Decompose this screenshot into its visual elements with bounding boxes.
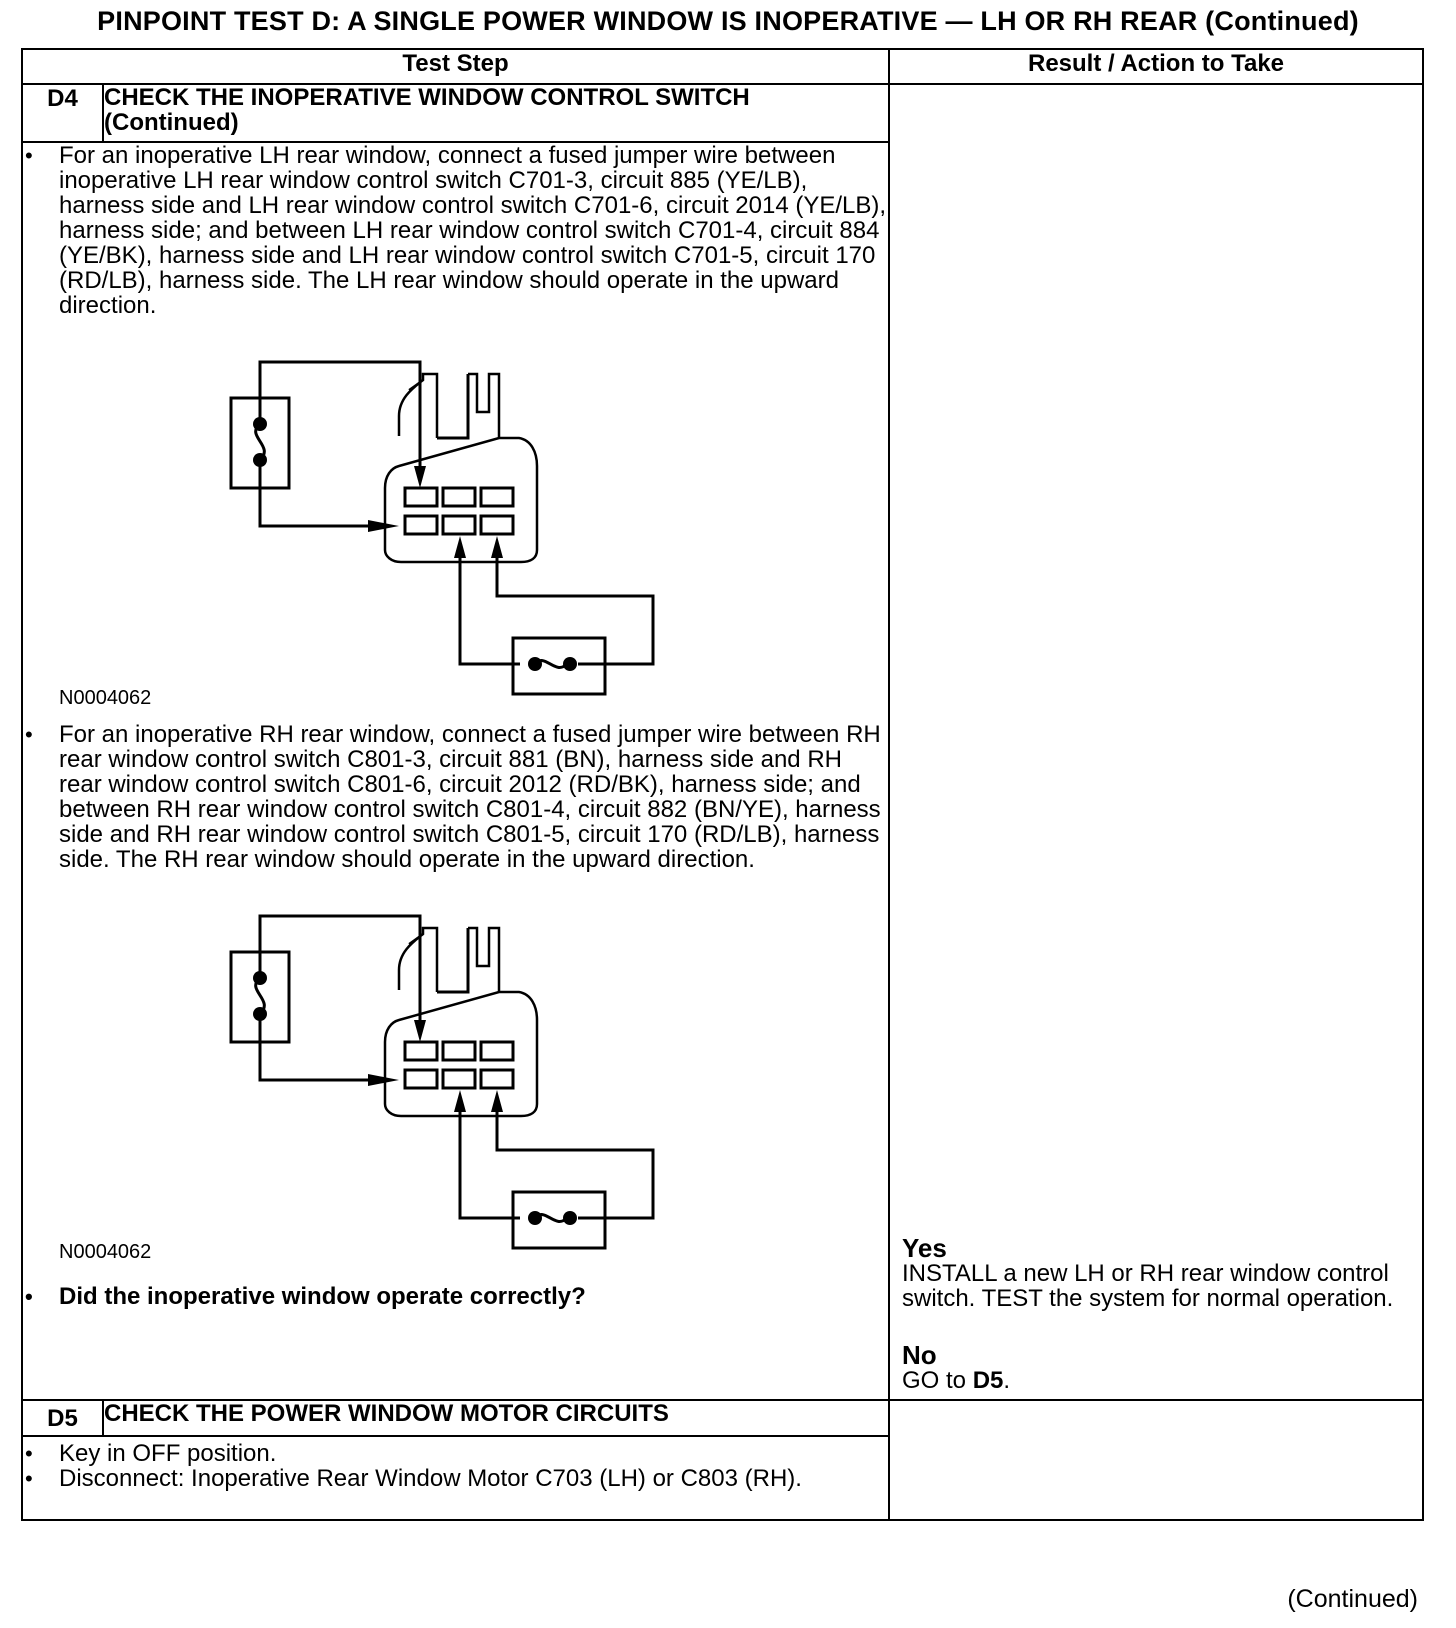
arrow-pin-bottom-2: [491, 536, 503, 558]
continued-footer: (Continued): [1287, 1585, 1418, 1613]
result-block-d4: [902, 1233, 1410, 1394]
test-step-header: Test Step: [22, 49, 889, 84]
page-title: PINPOINT TEST D: A SINGLE POWER WINDOW IS INOPERATIVE — LH OR RH REAR (Continued): [97, 6, 1359, 36]
d5-bullet-2: • Disconnect: Inoperative Rear Window Motor C703 (LH) or C803 (RH).: [23, 1466, 888, 1491]
no-label: No: [902, 1340, 937, 1370]
step-body-d4: [22, 142, 889, 1400]
pinpoint-test-table: [21, 48, 1424, 1521]
no-action-suffix: .: [1003, 1367, 1011, 1394]
figure-id-rh: N0004062: [59, 1241, 152, 1263]
arrow-pin-left: [368, 520, 399, 532]
no-action: [902, 1368, 1410, 1393]
yes-label: Yes: [902, 1233, 947, 1263]
result-cell-d5: [889, 1400, 1423, 1520]
d4-list-1: [23, 143, 888, 318]
d4-bullet-lh: • For an inoperative LH rear window, connect a fused jumper wire between inoperative LH rear window control switch C701-3, circuit 885 (YE/LB), harness side and LH rear window control switch C701-6, circuit 2014 (YE/LB), harness side; and between LH rear window control switch C701-4, circuit 884 (YE/BK), harness side and LH rear window control switch C701-5, circuit 170 (RD/LB), harness side. The LH rear window should operate in the upward direction.: [23, 143, 888, 318]
result-header: Result / Action to Take: [889, 49, 1423, 84]
result-cell-d4: [889, 84, 1423, 1400]
d4-question: • Did the inoperative window operate correctly?: [23, 1284, 888, 1309]
step-id-d5: D5: [22, 1400, 103, 1436]
arrow-pin-bottom-1: [454, 536, 466, 558]
arrow-pin-top: [414, 466, 426, 488]
d4-list-3: [23, 1284, 888, 1309]
no-action-prefix: GO to: [902, 1367, 973, 1394]
d4-list-2: [23, 722, 888, 872]
figure-id-lh: N0004062: [59, 687, 152, 709]
wiring-figure-lh: [23, 328, 888, 714]
connector-jumper-diagram-rh: [23, 882, 723, 1268]
arrow-pin-left-rh: [368, 1074, 399, 1086]
yes-action: INSTALL a new LH or RH rear window control switch. TEST the system for normal operation.: [902, 1260, 1394, 1312]
d4-bullet-rh: • For an inoperative RH rear window, connect a fused jumper wire between RH rear window control switch C801-3, circuit 881 (BN), harness side and RH rear window control switch C801-6, circuit 2012 (RD/BK), harness side; and between RH rear window control switch C801-4, circuit 882 (BN/YE), harness side and RH rear window control switch C801-5, circuit 170 (RD/LB), harness side. The RH rear window should operate in the upward direction.: [23, 722, 888, 872]
wiring-figure-rh: [23, 882, 888, 1268]
step-title-d5: CHECK THE POWER WINDOW MOTOR CIRCUITS: [103, 1400, 889, 1436]
arrow-pin-bottom-1-rh: [454, 1090, 466, 1112]
d5-list: [23, 1441, 888, 1491]
step-id-d4: D4: [22, 84, 103, 142]
step-body-d5: [22, 1436, 889, 1520]
arrow-pin-bottom-2-rh: [491, 1090, 503, 1112]
d5-bullet-1: • Key in OFF position.: [23, 1441, 888, 1466]
connector-jumper-diagram-lh: [23, 328, 723, 714]
arrow-pin-top-rh: [414, 1020, 426, 1042]
step-title-d4: CHECK THE INOPERATIVE WINDOW CONTROL SWITCH (Continued): [103, 84, 889, 142]
no-action-target: D5: [972, 1367, 1004, 1394]
